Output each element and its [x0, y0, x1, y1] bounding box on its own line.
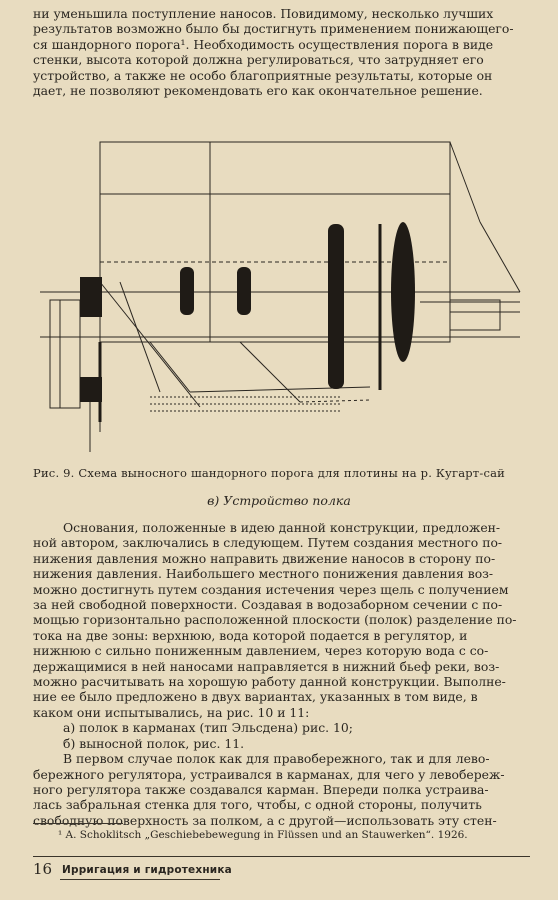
text-line: мощью горизонтально расположенной плоскости (полок) разделение по- — [33, 612, 517, 628]
text-line: дает, не позволяют рекомендовать его как окончательное решение. — [33, 83, 483, 99]
text-line: можно расчитывать на хорошую работу данной конструкции. Выполне- — [33, 674, 506, 690]
text-line: нижнюю с сильно пониженным давлением, через которую вода с со- — [33, 643, 489, 659]
text-line: за ней свободной поверхности. Создавая в водозаборном сечении с по- — [33, 597, 503, 613]
list-item: б) выносной полок, рис. 11. — [63, 735, 245, 751]
weir-pillar — [391, 222, 415, 362]
figure-caption: Рис. 9. Схема выносного шандорного порога для плотины на р. Кугарт-сай — [33, 466, 506, 480]
section-title: в) Устройство полка — [207, 493, 351, 508]
sluice-gate — [237, 267, 251, 315]
weir-pillar — [328, 224, 344, 389]
text-line: лась забральная стенка для того, чтобы, с одной стороны, получить — [33, 797, 482, 813]
body-paragraph — [33, 520, 530, 828]
text-line: свободную поверхность за полком, а с другой—использовать эту стен- — [33, 812, 497, 828]
pier-block — [80, 277, 102, 317]
text-line: нижения давления можно направить движение наносов в сторону по- — [33, 550, 496, 566]
footer-divider — [33, 856, 530, 857]
text-line: стенки, высота которой должна регулироваться, что затрудняет его — [33, 52, 484, 68]
text-line: устройство, а также не особо благоприятные результаты, которые он — [33, 67, 493, 83]
text-line: ние ее было предложено в двух вариантах, указанных в том виде, в — [33, 689, 478, 705]
text-line: ся шандорного порога¹. Необходимость осуществления порога в виде — [33, 36, 494, 52]
text-line: ного регулятора также создавался карман. Впереди полка устраива- — [33, 781, 489, 797]
text-line: нижения давления. Наибольшего местного понижения давления воз- — [33, 566, 494, 582]
text-line: ной автором, заключались в следующем. Путем создания местного по- — [33, 535, 503, 551]
list-item: а) полок в карманах (тип Эльсдена) рис. 10; — [63, 720, 353, 736]
footnote: ¹ A. Schoklitsch „Geschiebebewegung in Flüssen und an Stauwerken“. 1926. — [58, 829, 468, 841]
footnote-divider — [33, 823, 123, 824]
text-line: бережного регулятора, устраивался в карманах, для чего у левобереж- — [33, 766, 505, 782]
journal-underline — [60, 879, 220, 880]
text-line: результатов возможно было бы достигнуть применением понижающего- — [33, 21, 514, 37]
page-number: 16 — [33, 860, 53, 878]
sluice-gate — [180, 267, 194, 315]
text-line: держащимися в ней наносами направляется в нижний бьеф реки, воз- — [33, 658, 500, 674]
figure-weir-diagram — [40, 132, 530, 462]
journal-title: Ирригация и гидротехника — [62, 864, 232, 876]
text-line: тока на две зоны: верхнюю, вода которой подается в регулятор, и — [33, 627, 468, 643]
text-line: ни уменьшила поступление наносов. Повидимому, несколько лучших — [33, 6, 494, 21]
text-line: можно достигнуть путем создания истечения через щель с получением — [33, 581, 509, 597]
top-paragraph — [33, 6, 530, 98]
text-line: каком они испытывались, на рис. 10 и 11: — [33, 704, 310, 720]
text-line: Основания, положенные в идею данной конструкции, предложен- — [63, 520, 501, 535]
text-line: В первом случае полок как для правобережного, так и для лево- — [63, 751, 490, 767]
